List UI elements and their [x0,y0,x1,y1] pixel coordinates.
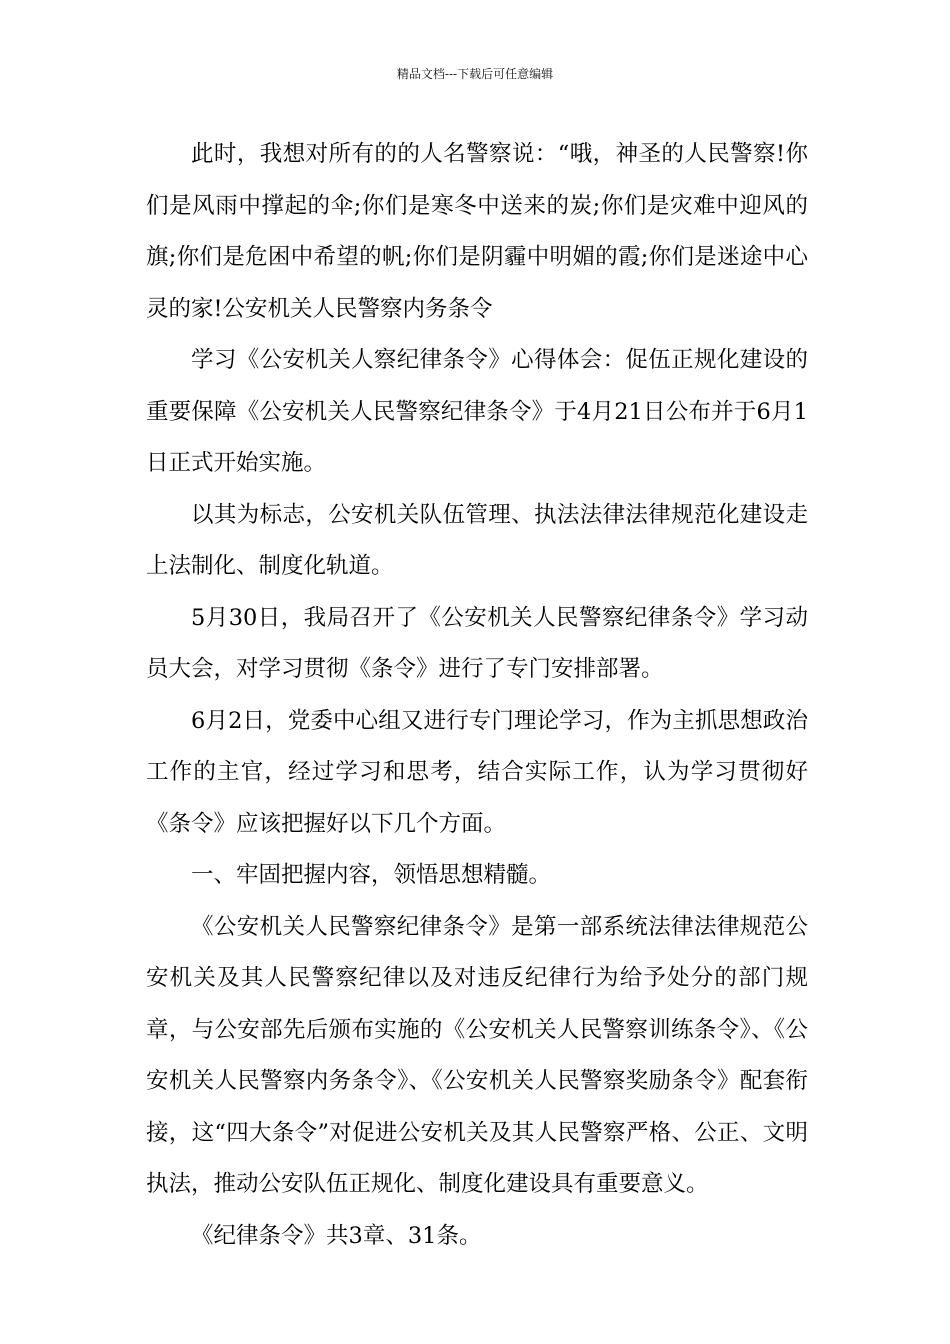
paragraph-5: 6月2日，党委中心组又进行专门理论学习，作为主抓思想政治工作的主官，经过学习和思考，结合实际工作，认为学习贯彻好《条令》应该把握好以下几个方面。 [146,707,808,837]
paragraph-2: 学习《公安机关人察纪律条令》心得体会：促伍正规化建设的重要保障《公安机关人民警察纪律条令》于4月21日公布并于6月1日正式开始实施。 [146,347,808,476]
paragraph-3: 以其为标志，公安机关队伍管理、执法法律法律规范化建设走上法制化、制度化轨道。 [146,501,808,579]
paragraph-1: 此时，我想对所有的的人名警察说：“哦，神圣的人民警察!你们是风雨中撑起的伞;你们是寒冬中送来的炭;你们是灾难中迎风的旗;你们是危困中希望的帆;你们是阴霾中明媚的霞;你们是迷途中心灵的家!公安机关人民警察内务条令 [146,141,808,322]
page-header: 精品文档---下载后可任意编辑 [396,67,554,81]
paragraph-6: 一、牢固把握内容，领悟思想精髓。 [191,862,552,888]
paragraph-7: 《公安机关人民警察纪律条令》是第一部系统法律法律规范公安机关及其人民警察纪律以及对违反纪律行为给予处分的部门规章，与公安部先后颁布实施的《公安机关人民警察训练条令》、《公安机关人民警察内务条令》、《公安机关人民警察奖励条令》配套衔接，这“四大条令”对促进公安机关及其人民警察严格、公正、文明执法，推动公安队伍正规化、制度化建设具有重要意义。 [146,913,808,1197]
paragraph-4: 5月30日，我局召开了《公安机关人民警察纪律条令》学习动员大会，对学习贯彻《条令》进行了专门安排部署。 [146,604,808,682]
document-body [146,129,808,1262]
paragraph-8: 《纪律条令》共3章、31条。 [191,1222,482,1249]
